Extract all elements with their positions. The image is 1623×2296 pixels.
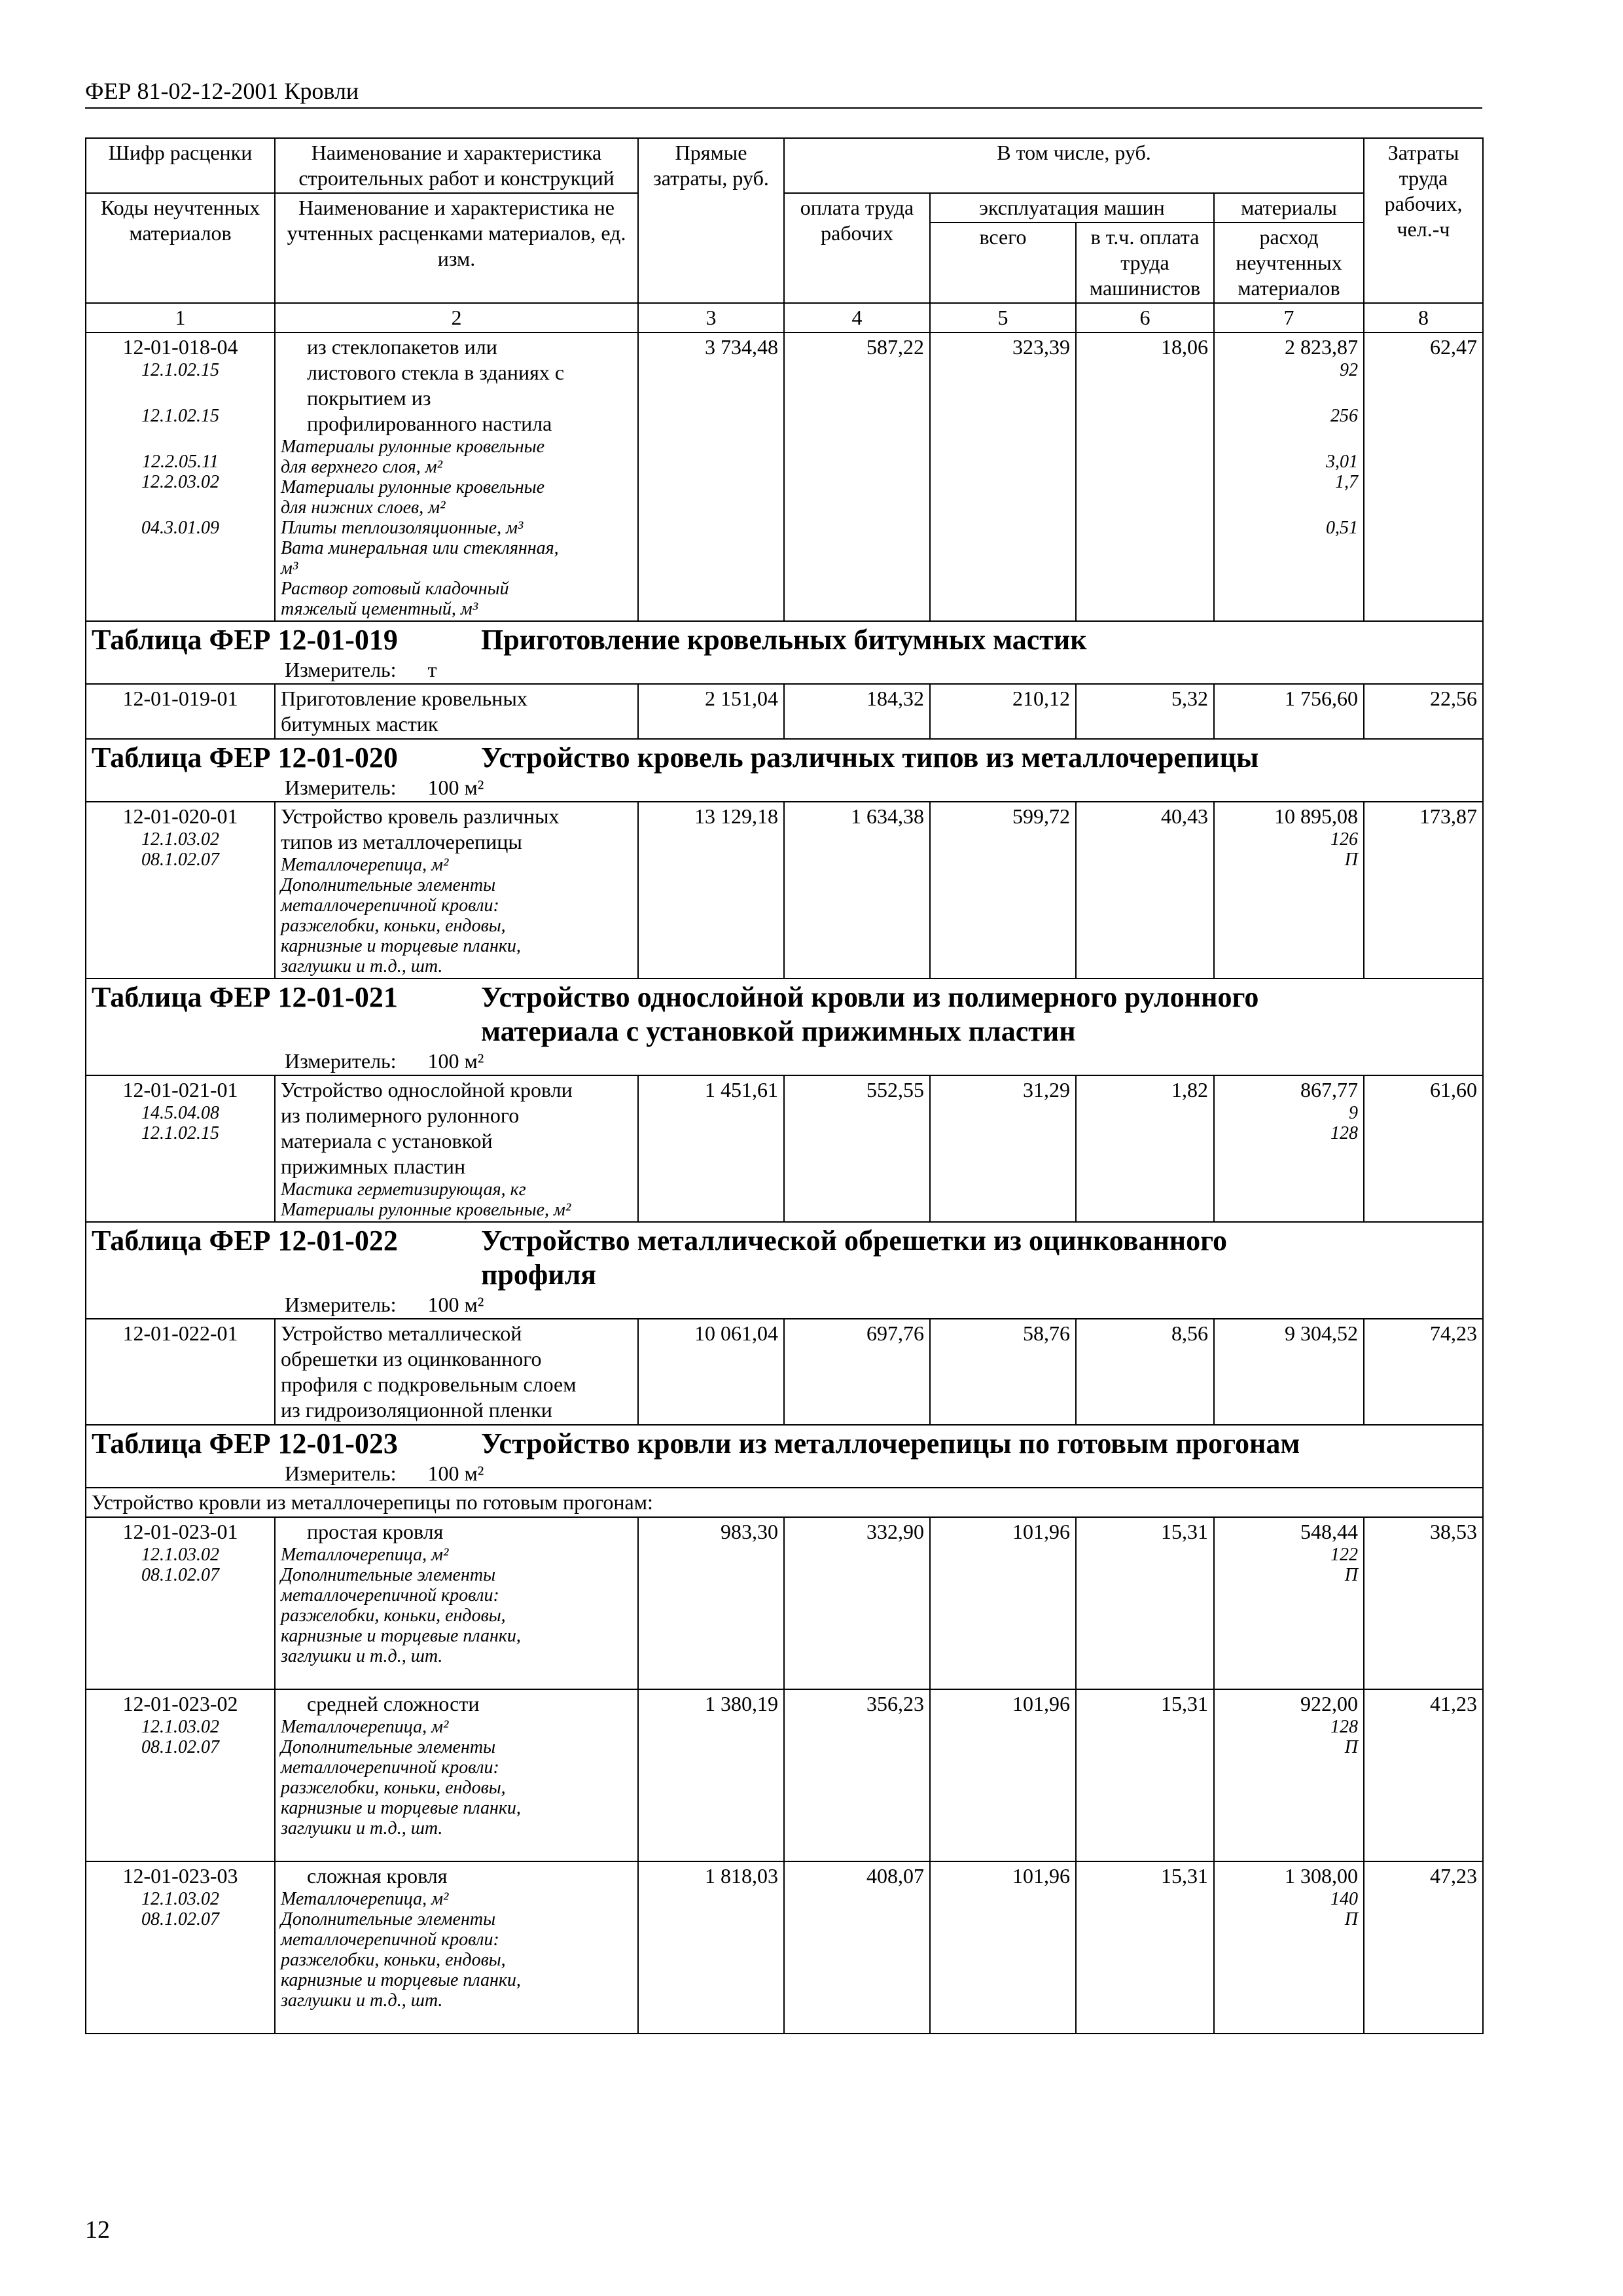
- material-name-line: разжелобки, коньки, ендовы,: [281, 1778, 506, 1798]
- rate-row: [86, 1075, 1483, 1222]
- value-text: 356,23: [866, 1692, 924, 1715]
- measure-label: Измеритель:: [285, 1049, 397, 1073]
- rate-name-line: Устройство металлической: [281, 1321, 522, 1345]
- measure: [92, 1292, 1477, 1317]
- section-title: [481, 980, 1258, 1049]
- material-name-line: металлочерепичной кровли:: [281, 1585, 499, 1605]
- rate-name-line: листового стекла в зданиях с: [307, 361, 565, 384]
- rate-row: [86, 1861, 1483, 2034]
- rate-name-line: типов из металлочерепицы: [281, 830, 522, 853]
- rate-row: [86, 332, 1483, 621]
- section-title: [481, 1224, 1227, 1292]
- rate-name-line: материала с установкой: [281, 1129, 493, 1153]
- column-number: 4: [784, 303, 930, 332]
- general-description: Устройство кровли из металлочерепицы по готовым прогонам:: [86, 1488, 1483, 1517]
- material-name-line: Дополнительные элементы: [281, 1909, 496, 1929]
- value-mach-wage: [1076, 684, 1214, 739]
- value-text: 1 308,00: [1285, 1864, 1359, 1888]
- measure-label: Измеритель:: [285, 1462, 397, 1485]
- col-machines-total-header: всего: [930, 223, 1076, 303]
- rate-code-cell: [86, 332, 275, 621]
- value-text: 1,82: [1171, 1078, 1208, 1102]
- value-text: 101,96: [1012, 1692, 1070, 1715]
- rate-row: [86, 802, 1483, 978]
- value-materials: [1214, 684, 1364, 739]
- value-text: 587,22: [866, 335, 924, 359]
- material-name-line: Вата минеральная или стеклянная,: [281, 538, 559, 558]
- section-title-wrap: [92, 1224, 1477, 1292]
- material-name-line: Металлочерепица, м²: [281, 1889, 449, 1909]
- col-name-mat-header: Наименование и характеристика не учтенных расценками материалов, ед. изм.: [275, 193, 638, 303]
- material-code: 12.2.03.02: [141, 472, 219, 492]
- value-wage: [784, 1319, 930, 1425]
- value-wage: [784, 1517, 930, 1689]
- rate-code: 12-01-021-01: [122, 1078, 238, 1102]
- material-qty: 128: [1330, 1123, 1359, 1143]
- material-qty: П: [1344, 1565, 1359, 1585]
- column-number: 6: [1076, 303, 1214, 332]
- value-text: 1 756,60: [1285, 687, 1359, 710]
- value-mach-wage: [1076, 802, 1214, 978]
- section-title: [481, 741, 1258, 775]
- section-header-row: [86, 739, 1483, 802]
- column-number: 2: [275, 303, 638, 332]
- section-title-line: Устройство однослойной кровли из полимерного рулонного: [481, 981, 1259, 1013]
- section-label: Таблица ФЕР 12-01-019: [92, 624, 398, 656]
- value-materials: [1214, 1319, 1364, 1425]
- section-title-wrap: [92, 1427, 1477, 1461]
- material-name-line: заглушки и т.д., шт.: [281, 1646, 443, 1666]
- value-text: 3 734,48: [705, 335, 778, 359]
- col-direct-header: Прямые затраты, руб.: [638, 138, 784, 303]
- value-text: 31,29: [1023, 1078, 1070, 1102]
- section-header-row: [86, 978, 1483, 1075]
- section-label: Таблица ФЕР 12-01-020: [92, 742, 398, 774]
- value-text: 10 061,04: [694, 1321, 778, 1345]
- value-materials: [1214, 1861, 1364, 2034]
- value-mach: [930, 1517, 1076, 1689]
- rate-name-line: профилированного настила: [307, 412, 552, 435]
- section-title-line: Устройство кровли из металлочерепицы по готовым прогонам: [481, 1427, 1300, 1460]
- rate-code: 12-01-018-04: [122, 335, 238, 359]
- col-name-header: Наименование и характеристика строительных работ и конструкций: [275, 138, 638, 193]
- rate-code-cell: [86, 802, 275, 978]
- value-text: 210,12: [1012, 687, 1070, 710]
- col-machines-wage-header: в т.ч. оплата труда машинистов: [1076, 223, 1214, 303]
- measure-unit: 100 м²: [427, 1049, 484, 1073]
- value-text: 2 823,87: [1285, 335, 1359, 359]
- section-title-wrap: [92, 623, 1477, 657]
- material-code: 12.1.02.15: [141, 360, 219, 380]
- col-code-header: Шифр расценки: [86, 138, 275, 193]
- value-mach-wage: [1076, 1517, 1214, 1689]
- value-text: 1 818,03: [705, 1864, 778, 1888]
- material-name-line: Дополнительные элементы: [281, 875, 496, 895]
- value-mach-wage: [1076, 1075, 1214, 1222]
- section-title-line: материала с установкой прижимных пластин: [481, 1015, 1076, 1047]
- column-number: 5: [930, 303, 1076, 332]
- rate-name-line: битумных мастик: [281, 712, 438, 736]
- material-name-line: Мастика герметизирующая, кг: [281, 1179, 526, 1200]
- rates-table: [85, 137, 1484, 2034]
- value-labor: [1364, 1861, 1483, 2034]
- section-header: [86, 1425, 1483, 1488]
- measure: [92, 775, 1477, 800]
- measure-label: Измеритель:: [285, 658, 397, 681]
- material-code: 12.1.03.02: [141, 1889, 219, 1909]
- section-header-row: [86, 621, 1483, 684]
- material-name-line: для верхнего слоя, м²: [281, 457, 442, 477]
- value-wage: [784, 1689, 930, 1861]
- value-materials: [1214, 1075, 1364, 1222]
- measure-unit: 100 м²: [427, 776, 484, 799]
- col-machines-header: эксплуатация машин: [930, 193, 1214, 223]
- material-name-line: заглушки и т.д., шт.: [281, 1990, 443, 2011]
- value-wage: [784, 802, 930, 978]
- rate-name-cell: [275, 684, 638, 739]
- value-text: 332,90: [866, 1520, 924, 1543]
- section-header-row: [86, 1222, 1483, 1319]
- value-text: 10 895,08: [1274, 804, 1359, 828]
- measure-label: Измеритель:: [285, 1293, 397, 1316]
- header-row: [86, 193, 1483, 223]
- rate-name-line: из стеклопакетов или: [307, 335, 497, 359]
- value-mach-wage: [1076, 332, 1214, 621]
- general-row: [86, 1488, 1483, 1517]
- section-title: [481, 1427, 1300, 1461]
- material-qty: 1,7: [1335, 472, 1359, 492]
- value-text: 1 634,38: [851, 804, 924, 828]
- rate-code-cell: [86, 1689, 275, 1861]
- value-text: 1 451,61: [705, 1078, 778, 1102]
- material-qty: 9: [1349, 1103, 1359, 1123]
- value-text: 41,23: [1430, 1692, 1478, 1715]
- material-name-line: Металлочерепица, м²: [281, 855, 449, 875]
- rate-name-cell: [275, 1319, 638, 1425]
- rate-code: 12-01-022-01: [122, 1321, 238, 1345]
- page-header: ФЕР 81-02-12-2001 Кровли: [85, 77, 1482, 109]
- value-mach: [930, 1075, 1076, 1222]
- column-number: 1: [86, 303, 275, 332]
- value-direct: [638, 1517, 784, 1689]
- value-labor: [1364, 684, 1483, 739]
- rate-name-line: сложная кровля: [307, 1864, 448, 1888]
- rate-name-cell: [275, 1689, 638, 1861]
- value-mach-wage: [1076, 1689, 1214, 1861]
- value-labor: [1364, 1075, 1483, 1222]
- col-labor-header: Затраты труда рабочих, чел.-ч: [1364, 138, 1483, 303]
- value-text: 101,96: [1012, 1864, 1070, 1888]
- material-name-line: Металлочерепица, м²: [281, 1717, 449, 1737]
- rate-code: 12-01-020-01: [122, 804, 238, 828]
- rate-name-cell: [275, 1075, 638, 1222]
- header-row: [86, 138, 1483, 193]
- rate-code-cell: [86, 1861, 275, 2034]
- measure-unit: т: [427, 658, 437, 681]
- value-materials: [1214, 1517, 1364, 1689]
- section-title-line: профиля: [481, 1259, 597, 1291]
- value-text: 8,56: [1171, 1321, 1208, 1345]
- page-number: 12: [85, 2216, 110, 2244]
- value-wage: [784, 1075, 930, 1222]
- section-title-wrap: [92, 980, 1477, 1049]
- section-header: [86, 739, 1483, 802]
- section-label: Таблица ФЕР 12-01-021: [92, 981, 398, 1013]
- rate-name-line: из полимерного рулонного: [281, 1103, 520, 1127]
- section-header: [86, 978, 1483, 1075]
- value-labor: [1364, 332, 1483, 621]
- material-code: 12.1.02.15: [141, 406, 219, 426]
- material-code: 08.1.02.07: [141, 1909, 219, 1929]
- value-text: 22,56: [1430, 687, 1478, 710]
- material-code: 08.1.02.07: [141, 850, 219, 870]
- material-name-line: карнизные и торцевые планки,: [281, 1798, 521, 1818]
- measure: [92, 1461, 1477, 1486]
- material-name-line: тяжелый цементный, м³: [281, 599, 478, 619]
- value-text: 58,76: [1023, 1321, 1070, 1345]
- value-text: 408,07: [866, 1864, 924, 1888]
- rate-row: [86, 1689, 1483, 1861]
- rate-name-line: из гидроизоляционной пленки: [281, 1398, 552, 1422]
- value-mach: [930, 1319, 1076, 1425]
- section-title-line: Устройство металлической обрешетки из оцинкованного: [481, 1225, 1228, 1257]
- material-code: 04.3.01.09: [141, 518, 219, 538]
- table-body: [86, 138, 1483, 2034]
- column-number: 3: [638, 303, 784, 332]
- rate-name-cell: [275, 1861, 638, 2034]
- value-text: 15,31: [1161, 1520, 1208, 1543]
- value-mach-wage: [1076, 1861, 1214, 2034]
- value-text: 552,55: [866, 1078, 924, 1102]
- material-name-line: заглушки и т.д., шт.: [281, 1818, 443, 1839]
- material-name-line: Плиты теплоизоляционные, м³: [281, 518, 524, 538]
- value-mach: [930, 1861, 1076, 2034]
- material-name-line: разжелобки, коньки, ендовы,: [281, 1605, 506, 1626]
- material-qty: П: [1344, 850, 1359, 870]
- rate-name-line: простая кровля: [307, 1520, 444, 1543]
- measure-label: Измеритель:: [285, 776, 397, 799]
- value-wage: [784, 332, 930, 621]
- value-labor: [1364, 802, 1483, 978]
- col-wage-header: оплата труда рабочих: [784, 193, 930, 303]
- material-qty: 128: [1330, 1717, 1359, 1737]
- value-wage: [784, 684, 930, 739]
- material-qty: П: [1344, 1737, 1359, 1757]
- column-number: 7: [1214, 303, 1364, 332]
- measure-unit: 100 м²: [427, 1462, 484, 1485]
- rate-code-cell: [86, 1075, 275, 1222]
- value-text: 40,43: [1161, 804, 1208, 828]
- section-title-wrap: [92, 741, 1477, 775]
- value-wage: [784, 1861, 930, 2034]
- value-direct: [638, 1861, 784, 2034]
- material-qty: 92: [1340, 360, 1359, 380]
- material-name-line: Дополнительные элементы: [281, 1737, 496, 1757]
- measure: [92, 657, 1477, 682]
- value-text: 548,44: [1300, 1520, 1359, 1543]
- rate-row: [86, 1319, 1483, 1425]
- value-text: 18,06: [1161, 335, 1208, 359]
- value-text: 5,32: [1171, 687, 1208, 710]
- material-code: 14.5.04.08: [141, 1103, 219, 1123]
- material-qty: 256: [1330, 406, 1359, 426]
- value-text: 697,76: [866, 1321, 924, 1345]
- material-name-line: Металлочерепица, м²: [281, 1545, 449, 1565]
- material-name-line: Материалы рулонные кровельные: [281, 437, 544, 457]
- col-incl-header: В том числе, руб.: [784, 138, 1364, 193]
- material-code: 08.1.02.07: [141, 1565, 219, 1585]
- section-header: [86, 1222, 1483, 1319]
- value-labor: [1364, 1689, 1483, 1861]
- material-name-line: металлочерепичной кровли:: [281, 1757, 499, 1778]
- rate-code-cell: [86, 1319, 275, 1425]
- value-mach: [930, 1689, 1076, 1861]
- material-name-line: Материалы рулонные кровельные: [281, 477, 544, 497]
- value-text: 62,47: [1430, 335, 1478, 359]
- measure-unit: 100 м²: [427, 1293, 484, 1316]
- rate-code: 12-01-023-02: [122, 1692, 238, 1715]
- material-code: 12.1.02.15: [141, 1123, 219, 1143]
- value-text: 173,87: [1419, 804, 1478, 828]
- col-code-mat-header: Коды неучтенных материалов: [86, 193, 275, 303]
- material-qty: 0,51: [1326, 518, 1359, 538]
- rate-name-line: Устройство однослойной кровли: [281, 1078, 573, 1102]
- column-numbers-row: [86, 303, 1483, 332]
- value-materials: [1214, 332, 1364, 621]
- material-name-line: для нижних слоев, м²: [281, 497, 446, 518]
- material-name-line: Дополнительные элементы: [281, 1565, 496, 1585]
- material-name-line: металлочерепичной кровли:: [281, 1929, 499, 1950]
- rate-code: 12-01-023-01: [122, 1520, 238, 1543]
- value-mach: [930, 684, 1076, 739]
- value-text: 38,53: [1430, 1520, 1478, 1543]
- value-direct: [638, 802, 784, 978]
- value-text: 867,77: [1300, 1078, 1359, 1102]
- value-text: 61,60: [1430, 1078, 1478, 1102]
- rate-name-line: покрытием из: [307, 386, 431, 410]
- material-code: 12.1.03.02: [141, 1717, 219, 1737]
- value-materials: [1214, 1689, 1364, 1861]
- rate-code: 12-01-019-01: [122, 687, 238, 710]
- measure: [92, 1049, 1477, 1073]
- material-code: 12.1.03.02: [141, 1545, 219, 1565]
- col-materials-header: материалы: [1214, 193, 1364, 223]
- section-title-line: Приготовление кровельных битумных мастик: [481, 624, 1087, 656]
- rate-name-cell: [275, 1517, 638, 1689]
- rate-name-line: прижимных пластин: [281, 1155, 466, 1178]
- value-direct: [638, 1319, 784, 1425]
- material-qty: 122: [1330, 1545, 1359, 1565]
- value-text: 599,72: [1012, 804, 1070, 828]
- section-title-line: Устройство кровель различных типов из металлочерепицы: [481, 742, 1259, 774]
- rate-name-line: профиля с подкровельным слоем: [281, 1372, 577, 1396]
- rate-name-line: Устройство кровель различных: [281, 804, 560, 828]
- value-materials: [1214, 802, 1364, 978]
- value-labor: [1364, 1319, 1483, 1425]
- material-qty: П: [1344, 1909, 1359, 1929]
- material-name-line: разжелобки, коньки, ендовы,: [281, 1950, 506, 1970]
- material-name-line: карнизные и торцевые планки,: [281, 1626, 521, 1646]
- rate-name-line: Приготовление кровельных: [281, 687, 527, 710]
- value-text: 15,31: [1161, 1692, 1208, 1715]
- value-text: 74,23: [1430, 1321, 1478, 1345]
- material-name-line: металлочерепичной кровли:: [281, 895, 499, 916]
- rate-name-line: средней сложности: [307, 1692, 480, 1715]
- rate-name-line: обрешетки из оцинкованного: [281, 1347, 542, 1371]
- material-name-line: Раствор готовый кладочный: [281, 579, 509, 599]
- value-direct: [638, 684, 784, 739]
- value-text: 983,30: [721, 1520, 778, 1543]
- value-text: 47,23: [1430, 1864, 1478, 1888]
- col-materials-use-header: расход неучтенных материалов: [1214, 223, 1364, 303]
- section-header: [86, 621, 1483, 684]
- value-direct: [638, 1689, 784, 1861]
- value-mach: [930, 802, 1076, 978]
- material-code: 12.2.05.11: [142, 452, 219, 472]
- rate-code: 12-01-023-03: [122, 1864, 238, 1888]
- value-text: 323,39: [1012, 335, 1070, 359]
- value-text: 9 304,52: [1285, 1321, 1359, 1345]
- value-text: 2 151,04: [705, 687, 778, 710]
- value-text: 13 129,18: [694, 804, 778, 828]
- material-name-line: Материалы рулонные кровельные, м²: [281, 1200, 571, 1220]
- section-label: Таблица ФЕР 12-01-023: [92, 1427, 398, 1460]
- value-text: 184,32: [866, 687, 924, 710]
- value-text: 15,31: [1161, 1864, 1208, 1888]
- value-direct: [638, 332, 784, 621]
- rate-name-cell: [275, 332, 638, 621]
- value-labor: [1364, 1517, 1483, 1689]
- rate-code-cell: [86, 684, 275, 739]
- section-label: Таблица ФЕР 12-01-022: [92, 1225, 398, 1257]
- section-header-row: [86, 1425, 1483, 1488]
- material-qty: 140: [1330, 1889, 1359, 1909]
- value-text: 101,96: [1012, 1520, 1070, 1543]
- section-title: [481, 623, 1087, 657]
- value-direct: [638, 1075, 784, 1222]
- value-text: 922,00: [1300, 1692, 1359, 1715]
- material-name-line: карнизные и торцевые планки,: [281, 1970, 521, 1990]
- material-qty: 3,01: [1326, 452, 1359, 472]
- rate-row: [86, 684, 1483, 739]
- value-mach-wage: [1076, 1319, 1214, 1425]
- column-number: 8: [1364, 303, 1483, 332]
- rate-code-cell: [86, 1517, 275, 1689]
- material-name-line: карнизные и торцевые планки,: [281, 936, 521, 956]
- material-code: 08.1.02.07: [141, 1737, 219, 1757]
- material-name-line: м³: [281, 558, 298, 579]
- material-qty: 126: [1330, 829, 1359, 850]
- value-mach: [930, 332, 1076, 621]
- material-name-line: заглушки и т.д., шт.: [281, 956, 443, 977]
- rate-row: [86, 1517, 1483, 1689]
- value-text: 1 380,19: [705, 1692, 778, 1715]
- rate-name-cell: [275, 802, 638, 978]
- material-code: 12.1.03.02: [141, 829, 219, 850]
- material-name-line: разжелобки, коньки, ендовы,: [281, 916, 506, 936]
